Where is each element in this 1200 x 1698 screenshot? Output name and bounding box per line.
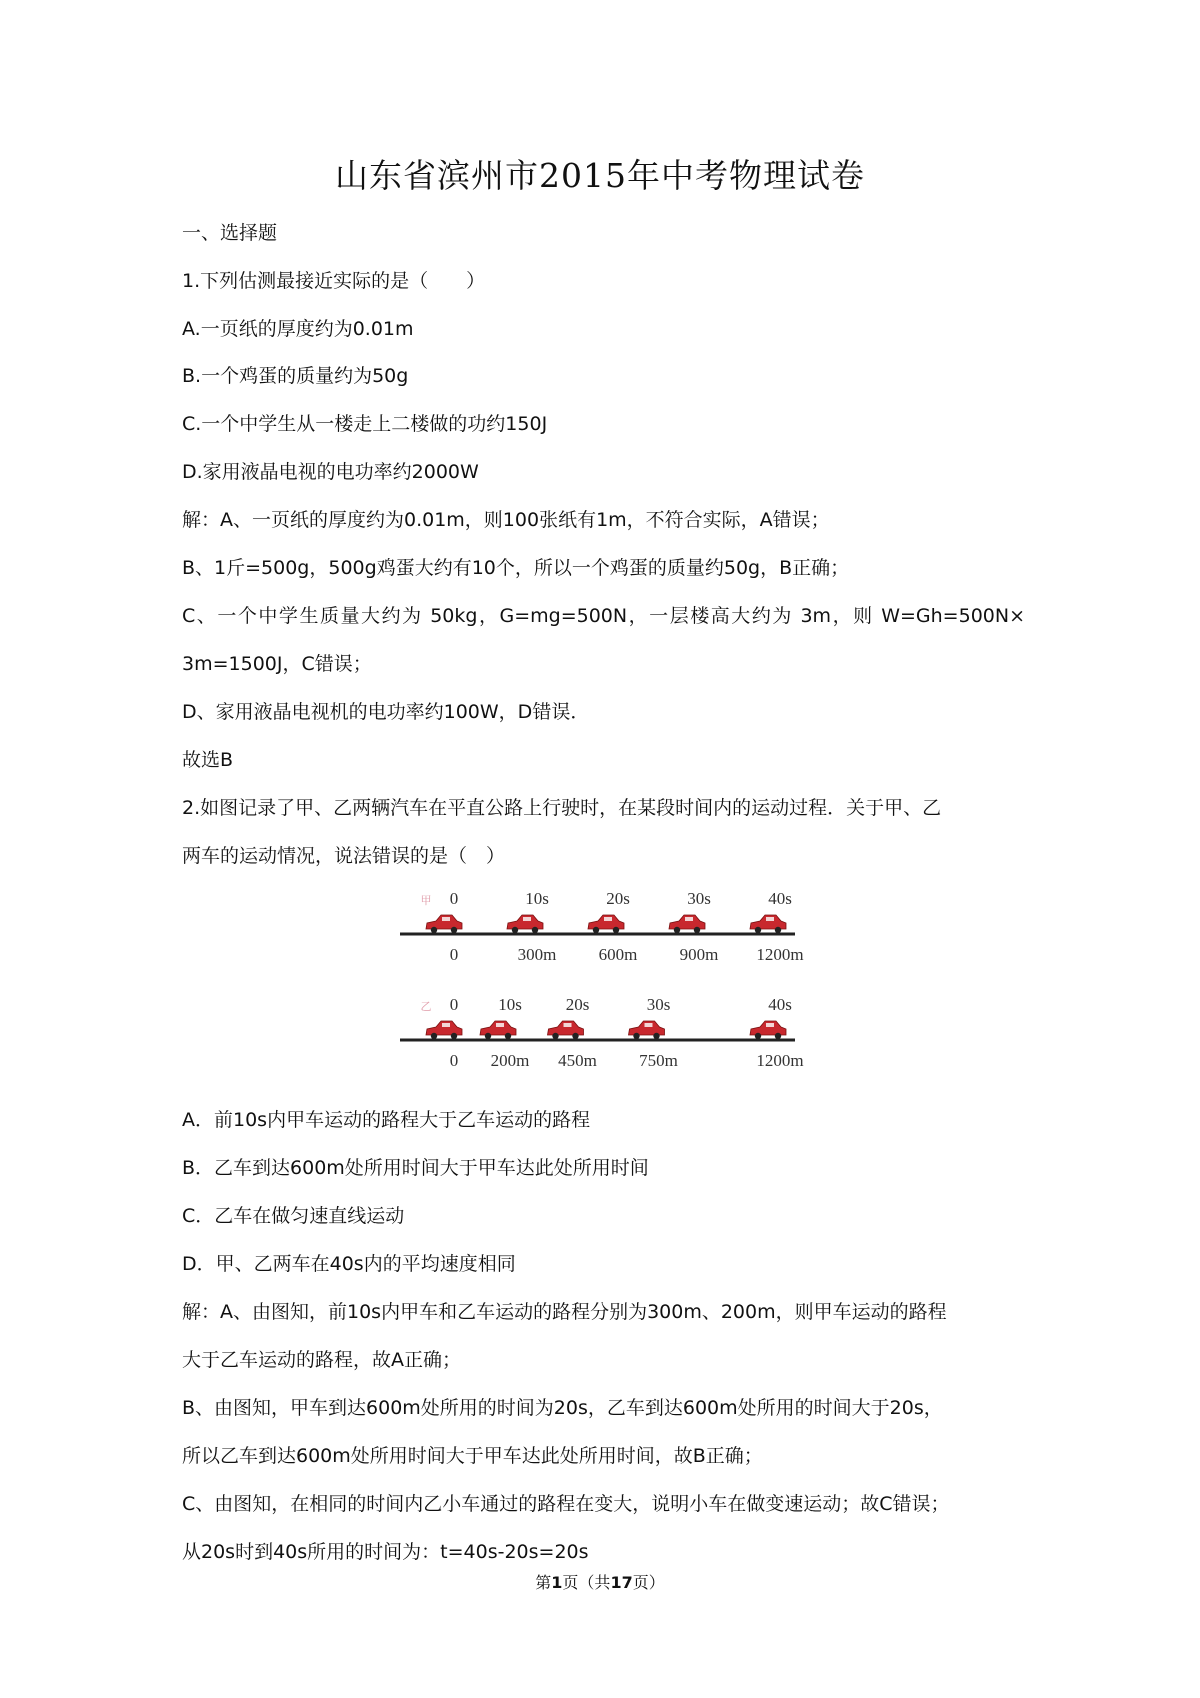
q2-stem-line: 2.如图记录了甲、乙两辆汽车在平直公路上行驶时，在某段时间内的运动过程．关于甲、乙 xyxy=(182,797,942,819)
q2-solution-line: 大于乙车运动的路程，故A正确； xyxy=(182,1349,461,1371)
time-label: 40s xyxy=(768,889,792,908)
time-label: 10s xyxy=(498,995,522,1014)
distance-label: 1200m xyxy=(756,1051,804,1070)
car-icon xyxy=(480,1021,516,1039)
time-label: 20s xyxy=(565,995,590,1014)
distance-label: 750m xyxy=(639,1051,678,1070)
q1-solution-line: B、1斤=500g，500g鸡蛋大约有10个，所以一个鸡蛋的质量约50g，B正确； xyxy=(182,557,850,579)
q1-solution-line: 解：A、一页纸的厚度约为0.01m，则100张纸有1m，不符合实际，A错误； xyxy=(182,509,830,531)
car-icon xyxy=(548,1021,584,1039)
car-icon xyxy=(750,915,786,933)
footer-page-number: 1 xyxy=(551,1573,563,1592)
distance-label: 300m xyxy=(517,945,557,964)
motion-diagram xyxy=(400,886,830,1088)
car-icon xyxy=(426,1021,462,1039)
car-icon xyxy=(588,915,624,933)
q1-solution-line: D、家用液晶电视机的电功率约100W，D错误． xyxy=(182,701,590,723)
q1-stem: 1.下列估测最接近实际的是（ ） xyxy=(182,270,486,292)
distance-label: 200m xyxy=(490,1051,530,1070)
q2-stem-line: 两车的运动情况，说法错误的是（ ） xyxy=(182,845,506,867)
q1-solution-line: C、一个中学生质量大约为 50kg，G=mg=500N，一层楼高大约为 3m，则 W=Gh=500N× xyxy=(182,605,1025,627)
footer-total-pages: 17 xyxy=(610,1573,633,1592)
car-icon xyxy=(507,915,543,933)
q1-solution-line: 3m=1500J，C错误； xyxy=(182,653,372,675)
page-footer xyxy=(0,1570,1200,1593)
q2-option-b: B．乙车到达600m处所用时间大于甲车达此处所用时间 xyxy=(182,1157,649,1179)
car-icon xyxy=(426,915,462,933)
footer-middle: 页（共 xyxy=(562,1573,611,1592)
q2-solution-line: 从20s时到40s所用的时间为：t=40s-20s=20s xyxy=(182,1541,589,1563)
q1-option-a: A.一页纸的厚度约为0.01m xyxy=(182,318,414,340)
time-label: 40s xyxy=(768,995,792,1014)
q1-answer: 故选B xyxy=(182,749,234,771)
q2-option-c: C．乙车在做匀速直线运动 xyxy=(182,1205,405,1227)
distance-label: 1200m xyxy=(756,945,804,964)
distance-label: 0 xyxy=(449,1051,459,1070)
q2-option-d: D．甲、乙两车在40s内的平均速度相同 xyxy=(182,1253,516,1275)
section-heading: 一、选择题 xyxy=(182,222,278,244)
distance-label: 900m xyxy=(679,945,719,964)
motion-figure xyxy=(400,886,830,1092)
distance-label: 0 xyxy=(449,945,459,964)
row-name: 乙 xyxy=(420,1000,432,1013)
distance-label: 450m xyxy=(558,1051,597,1070)
row-name: 甲 xyxy=(420,894,432,907)
q1-option-c: C.一个中学生从一楼走上二楼做的功约150J xyxy=(182,413,548,435)
q2-option-a: A．前10s内甲车运动的路程大于乙车运动的路程 xyxy=(182,1109,591,1131)
car-icon xyxy=(669,915,705,933)
car-icon xyxy=(750,1021,786,1039)
time-label: 30s xyxy=(646,995,671,1014)
time-label: 10s xyxy=(525,889,549,908)
q2-solution-line: B、由图知，甲车到达600m处所用的时间为20s，乙车到达600m处所用的时间大于20s， xyxy=(182,1397,943,1419)
q2-solution-line: C、由图知，在相同的时间内乙小车通过的路程在变大，说明小车在做变速运动；故C错误； xyxy=(182,1493,950,1515)
footer-prefix: 第 xyxy=(535,1573,552,1592)
time-label: 20s xyxy=(606,889,630,908)
q2-solution-line: 解：A、由图知，前10s内甲车和乙车运动的路程分别为300m、200m，则甲车运动的路程 xyxy=(182,1301,947,1323)
q1-option-d: D.家用液晶电视的电功率约2000W xyxy=(182,461,479,483)
time-label: 30s xyxy=(687,889,711,908)
q1-option-b: B.一个鸡蛋的质量约为50g xyxy=(182,365,409,387)
q2-solution-line: 所以乙车到达600m处所用时间大于甲车达此处所用时间，故B正确； xyxy=(182,1445,763,1467)
time-label: 0 xyxy=(449,889,459,908)
footer-suffix: 页） xyxy=(632,1573,665,1592)
car-icon xyxy=(629,1021,665,1039)
distance-label: 600m xyxy=(598,945,638,964)
page-title: 山东省滨州市2015年中考物理试卷 xyxy=(335,156,865,195)
time-label: 0 xyxy=(449,995,459,1014)
